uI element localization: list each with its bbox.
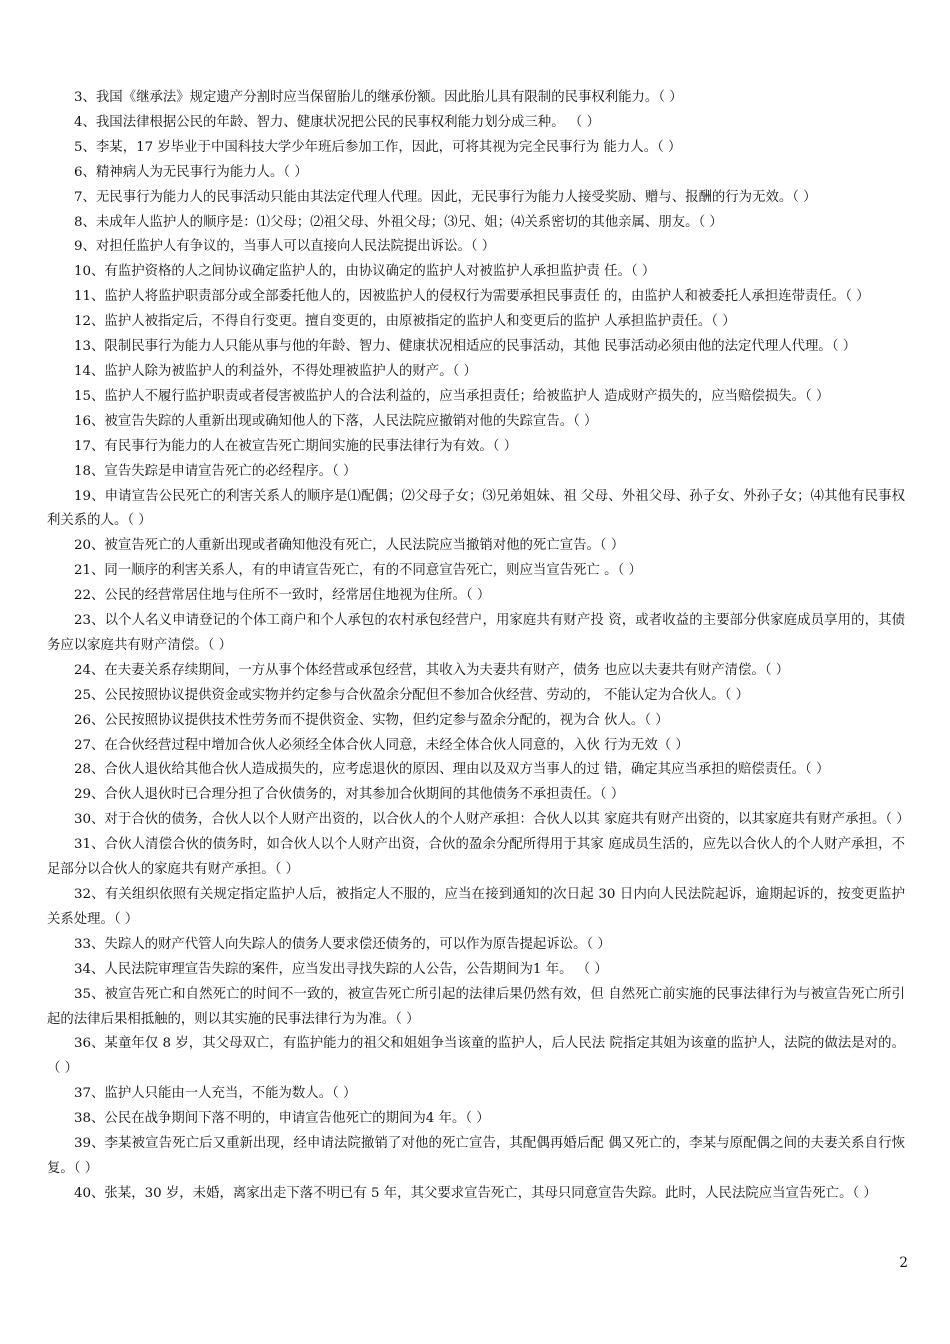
question-item: 5、李某，17 岁毕业于中国科技大学少年班后参加工作，因此，可将其视为完全民事行为 能力人。（ ） (74, 139, 682, 155)
question-item: 7、无民事行为能力人的民事活动只能由其法定代理人代理。因此，无民事行为能力人接受奖励、赠与、报酬的行为无效。（ ） (74, 189, 817, 205)
question-item: 30、对于合伙的债务，合伙人以个人财产出资的，以合伙人的个人财产承担：合伙人以其 家庭共有财产出资的，以其家庭共有财产承担。（ ） (74, 812, 910, 828)
question-item: 13、限制民事行为能力人只能从事与他的年龄、智力、健康状况相适应的民事活动，其他 民事活动必须由他的法定代理人代理。（ ） (74, 339, 857, 355)
question-item: 32、有关组织依照有关规定指定监护人后，被指定人不服的，应当在接到通知的次日起 30 日内向人民法院起诉，逾期起诉的，按变更监护关系处理。（ ） (47, 887, 905, 927)
page-number: 2 (899, 1255, 908, 1271)
question-item: 12、监护人被指定后，不得自行变更。擅自变更的，由原被指定的监护人和变更后的监护 人承担监护责任。（ ） (74, 314, 736, 330)
question-list (47, 86, 910, 1207)
question-item: 28、合伙人退伙给其他合伙人造成损失的，应考虑退伙的原因、理由以及双方当事人的过 错，确定其应当承担的赔偿责任。（ ） (74, 762, 830, 778)
question-item: 22、公民的经营常居住地与住所不一致时，经常居住地视为住所。（ ） (74, 588, 491, 604)
question-item: 3、我国《继承法》规定遗产分割时应当保留胎儿的继承份额。因此胎儿具有限制的民事权利能力。（ ） (74, 90, 683, 105)
question-item: 25、公民按照协议提供资金或实物并约定参与合伙盈余分配但不参加合伙经营、劳动的， 不能认定为合伙人。（ ） (74, 687, 749, 703)
question-item: 37、监护人只能由一人充当，不能为数人。（ ） (74, 1086, 357, 1102)
question-item: 40、张某，30 岁，未婚，离家出走下落不明已有 5 年，其父要求宣告死亡，其母只同意宣告失踪。此时，人民法院应当宣告死亡。（ ） (74, 1185, 877, 1201)
question-item: 4、我国法律根据公民的年龄、智力、健康状况把公民的民事权利能力划分成三种。 （ ） (74, 114, 600, 130)
question-item: 15、监护人不履行监护职责或者侵害被监护人的合法利益的，应当承担责任；给被监护人 造成财产损失的，应当赔偿损失。（ ） (74, 388, 830, 404)
question-item: 38、公民在战争期间下落不明的，申请宣告他死亡的期间为4 年。（ ） (74, 1111, 490, 1127)
question-item: 17、有民事行为能力的人在被宣告死亡期间实施的民事法律行为有效。（ ） (74, 438, 518, 454)
question-item: 14、监护人除为被监护人的利益外，不得处理被监护人的财产。（ ） (74, 363, 477, 379)
question-item: 29、合伙人退伙时已合理分担了合伙债务的，对其参加合伙期间的其他债务不承担责任。（ ） (74, 787, 625, 803)
question-item: 34、人民法院审理宣告失踪的案件，应当发出寻找失踪的人公告，公告期间为1 年。 （ ） (74, 961, 608, 977)
question-item: 33、失踪人的财产代管人向失踪人的债务人要求偿还债务的，可以作为原告提起诉讼。（ ） (74, 936, 611, 952)
question-item: 24、在夫妻关系存续期间，一方从事个体经营或承包经营，其收入为夫妻共有财产，债务 也应以夫妻共有财产清偿。（ ） (74, 662, 790, 678)
question-item: 36、某童年仅 8 岁，其父母双亡，有监护能力的祖父和姐姐争当该童的监护人，后人民法 院指定其姐为该童的监护人，法院的做法是对的。（ ） (47, 1036, 905, 1077)
question-item: 18、宣告失踪是申请宣告死亡的必经程序。（ ） (74, 463, 357, 479)
question-item: 9、对担任监护人有争议的，当事人可以直接向人民法院提出诉讼。（ ） (74, 239, 496, 255)
question-item: 21、同一顺序的利害关系人，有的申请宣告死亡，有的不同意宣告死亡，则应当宣告死亡 。（ ） (74, 563, 642, 579)
question-item: 39、李某被宣告死亡后又重新出现，经申请法院撤销了对他的死亡宣告，其配偶再婚后配 偶又死亡的，李某与原配偶之间的夫妻关系自行恢复。（ ） (47, 1136, 905, 1176)
question-item: 10、有监护资格的人之间协议确定监护人的，由协议确定的监护人对被监护人承担监护责 任。（ ） (74, 264, 656, 280)
question-item: 35、被宣告死亡和自然死亡的时间不一致的，被宣告死亡所引起的法律后果仍然有效，但 自然死亡前实施的民事法律行为与被宣告死亡所引起的法律后果相抵触的，则以其实施的民事法律行为为准。（ ） (47, 986, 905, 1027)
question-item: 16、被宣告失踪的人重新出现或确知他人的下落，人民法院应撤销对他的失踪宣告。（ ） (74, 413, 598, 429)
question-item: 26、公民按照协议提供技术性劳务而不提供资金、实物，但约定参与盈余分配的，视为合 伙人。（ ） (74, 712, 669, 728)
question-item: 31、合伙人清偿合伙的债务时，如合伙人以个人财产出资，合伙的盈余分配所得用于其家 庭成员生活的，应先以合伙人的个人财产承担，不足部分以合伙人的家庭共有财产承担。（ ） (47, 837, 905, 878)
question-item: 6、精神病人为无民事行为能力人。（ ） (74, 164, 308, 180)
question-item: 11、监护人将监护职责部分或全部委托他人的，因被监护人的侵权行为需要承担民事责任 的，由监护人和被委托人承担连带责任。（ ） (74, 289, 870, 305)
question-item: 23、以个人名义申请登记的个体工商户和个人承包的农村承包经营户，用家庭共有财产投 资，或者收益的主要部分供家庭成员享用的，其债务应以家庭共有财产清偿。（ ） (47, 613, 905, 653)
question-item: 8、未成年人监护人的顺序是：⑴父母；⑵祖父母、外祖父母；⑶兄、姐；⑷关系密切的其他亲属、朋友。（ ） (74, 214, 723, 230)
question-item: 20、被宣告死亡的人重新出现或者确知他没有死亡，人民法院应当撤销对他的死亡宣告。（ ） (74, 538, 625, 554)
question-item: 27、在合伙经营过程中增加合伙人必须经全体合伙人同意，未经全体合伙人同意的，入伙 行为无效（ ） (74, 737, 689, 753)
question-item: 19、申请宣告公民死亡的利害关系人的顺序是⑴配偶；⑵父母子女；⑶兄弟姐妹、祖 父母、外祖父母、孙子女、外孙子女；⑷其他有民事权利关系的人。（ ） (47, 488, 905, 529)
